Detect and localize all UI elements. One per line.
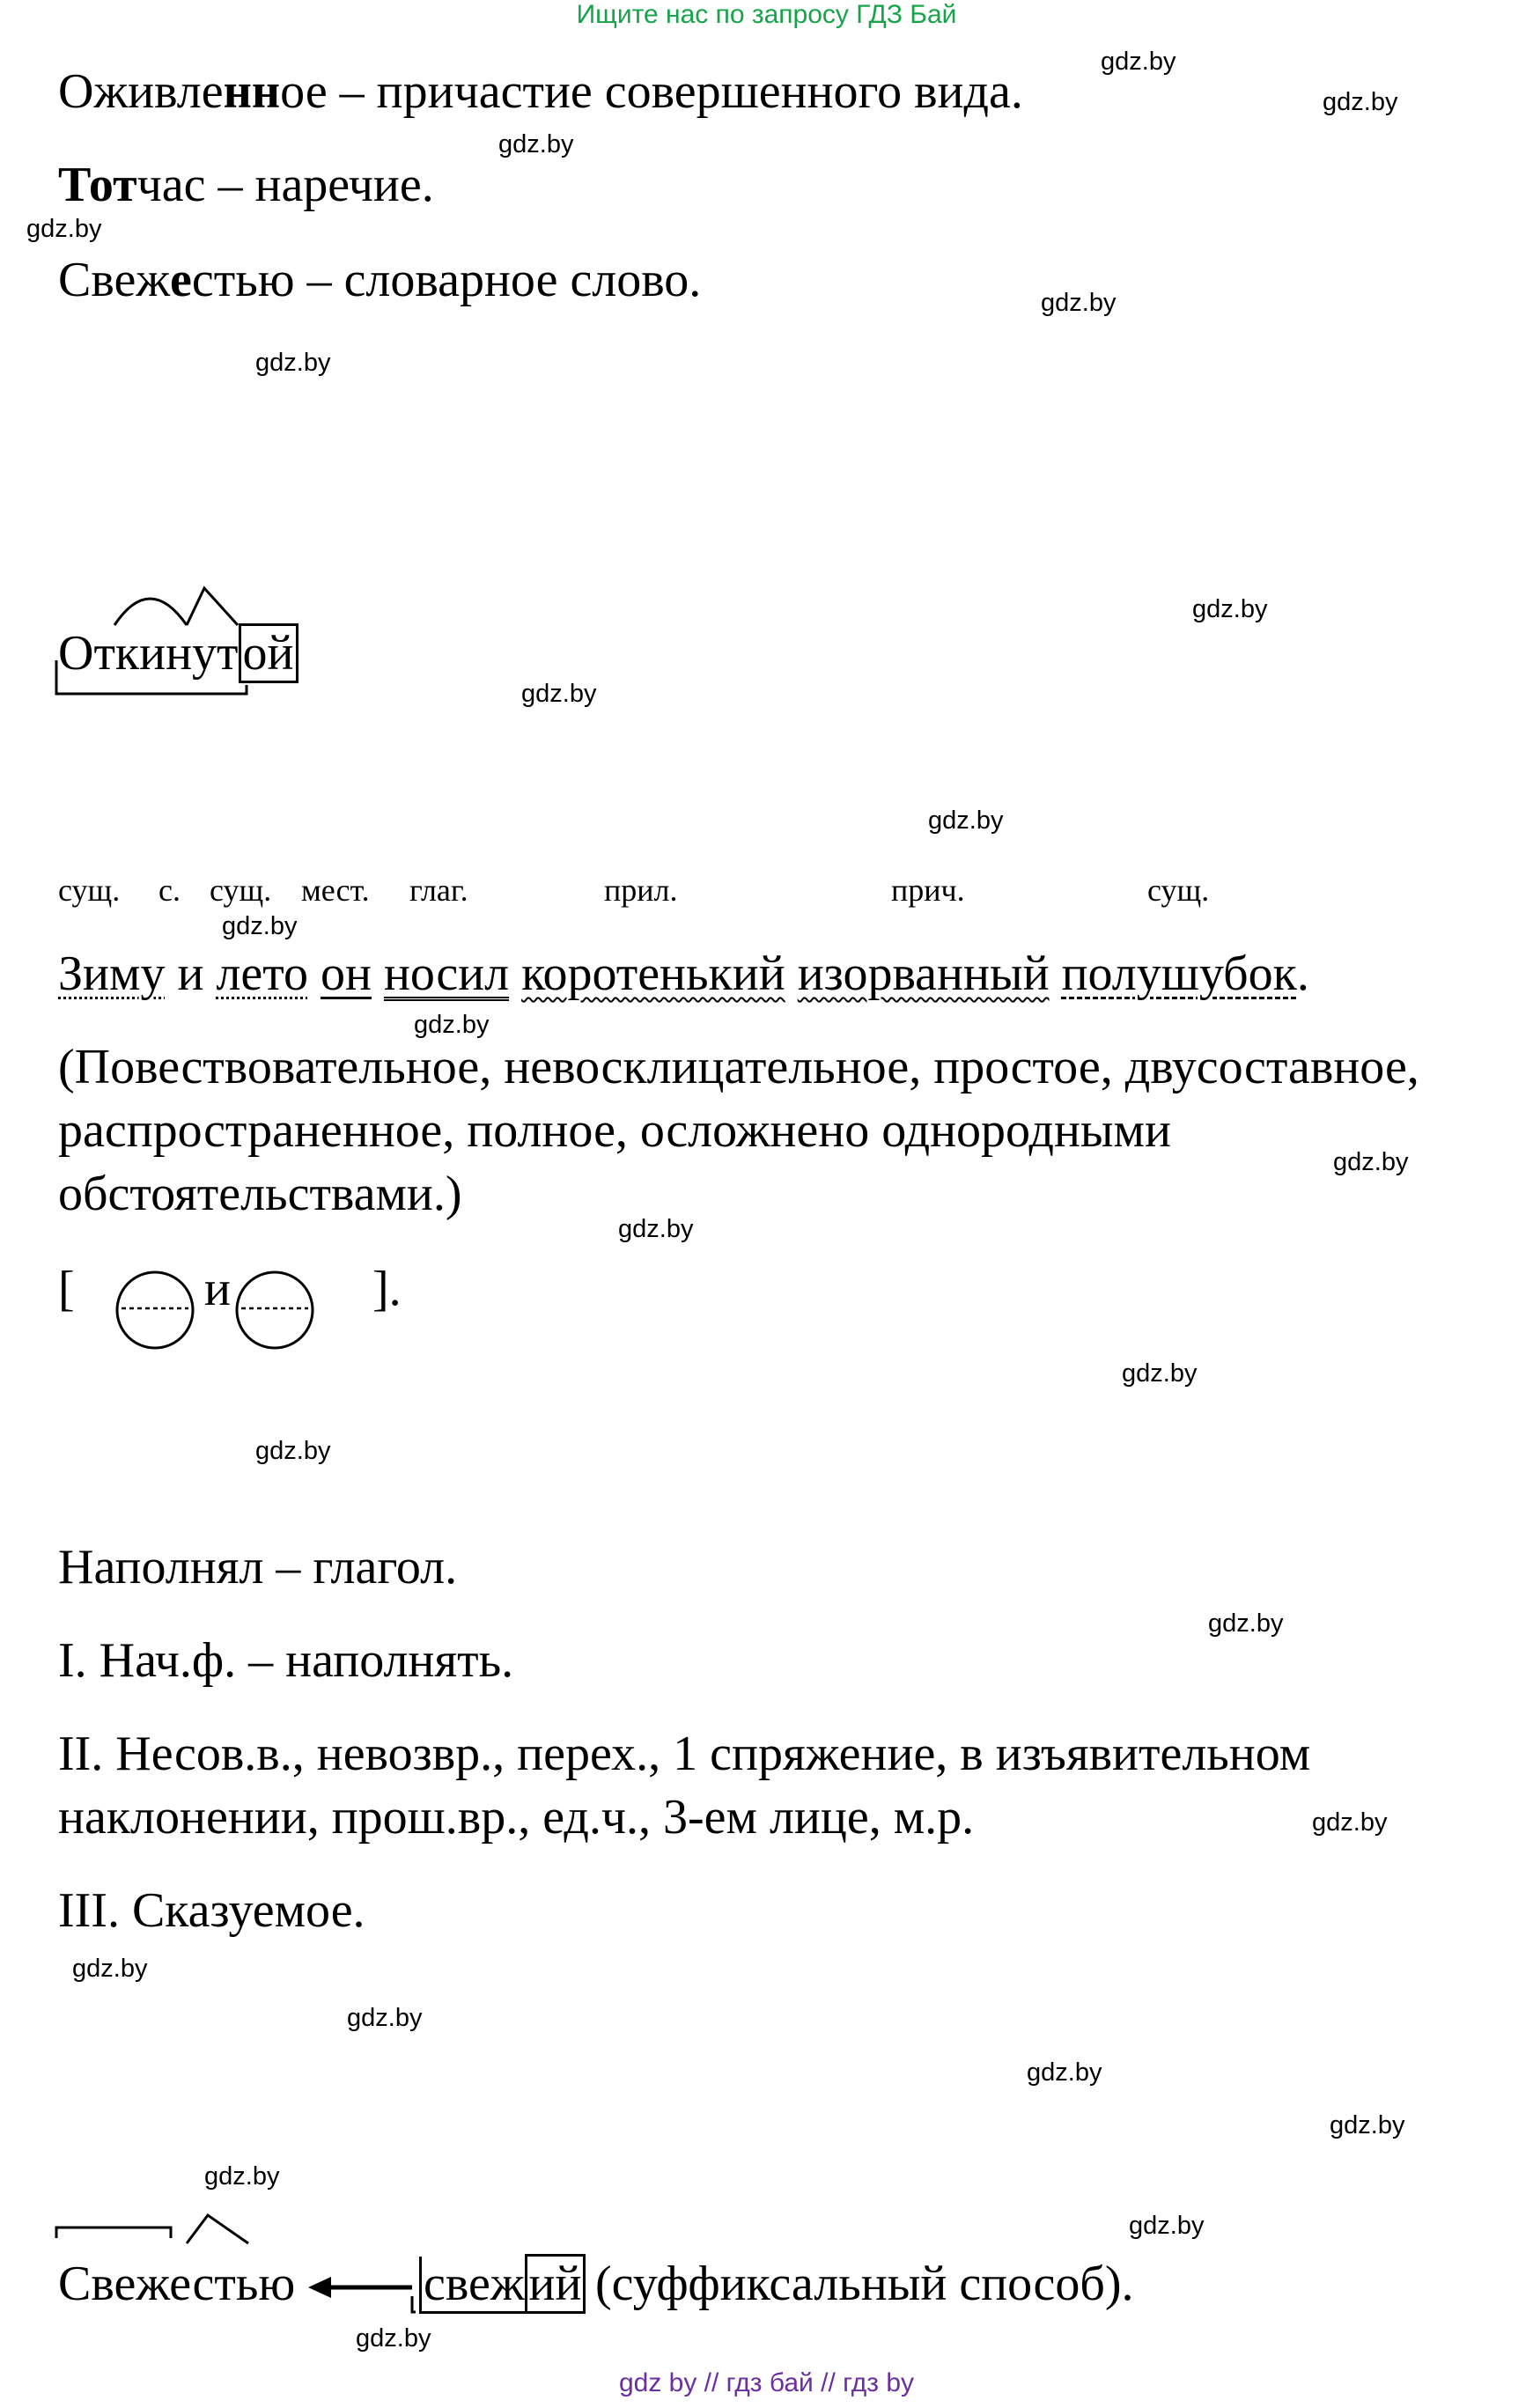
pos-tag: с. bbox=[158, 873, 181, 908]
line2-post: час – наречие. bbox=[136, 158, 434, 212]
suffix-caret bbox=[187, 588, 238, 625]
sentence-period: . bbox=[1296, 946, 1309, 1001]
scheme-open-bracket: [ bbox=[58, 1262, 75, 1316]
watermark: gdz.by bbox=[1323, 88, 1398, 116]
word-predicate: носил bbox=[383, 946, 510, 1001]
watermark: gdz.by bbox=[414, 1011, 490, 1039]
characteristics-line-1: (Повествовательное, невосклицательное, простое, двусоставное, bbox=[58, 1040, 1419, 1094]
morpheme-ending: ой bbox=[239, 623, 298, 683]
word-adverbial-1: Зиму bbox=[58, 946, 166, 1001]
line3-bold: е bbox=[170, 253, 192, 307]
base-stem: свеж bbox=[419, 2257, 525, 2314]
derived-stem-bracket bbox=[56, 2228, 171, 2238]
line2-bold: Тот bbox=[58, 158, 137, 212]
scheme-close-bracket: ]. bbox=[372, 1262, 402, 1316]
derived-suffix-caret bbox=[187, 2215, 248, 2243]
derivation-method: (суффиксальный способ). bbox=[595, 2257, 1134, 2311]
page-footer: gdz by // гдз бай // гдз by bbox=[618, 2368, 915, 2397]
parse-title: Наполнял – глагол. bbox=[58, 1540, 458, 1594]
watermark: gdz.by bbox=[255, 349, 331, 377]
line-dictionary-word bbox=[58, 255, 701, 305]
pos-tag: прич. bbox=[891, 873, 965, 908]
watermark: gdz.by bbox=[1330, 2111, 1405, 2139]
watermark: gdz.by bbox=[1192, 595, 1268, 623]
line-adverb bbox=[58, 160, 434, 210]
base-word bbox=[419, 2259, 586, 2309]
line3-pre: Свеж bbox=[58, 253, 171, 307]
word-attribute-2: изорванный bbox=[797, 946, 1050, 1001]
word-adverbial-2: лето bbox=[216, 946, 308, 1001]
line1-bold: нн bbox=[223, 64, 281, 119]
parse-point-2b: наклонении, прош.вр., ед.ч., 3-ем лице, м.р. bbox=[58, 1790, 975, 1845]
derivation-arrow bbox=[308, 2270, 414, 2305]
word-object: полушубок bbox=[1061, 946, 1297, 1001]
watermark: gdz.by bbox=[1101, 48, 1176, 76]
pos-tag: глаг. bbox=[409, 873, 468, 908]
scheme-circle-1 bbox=[113, 1268, 197, 1352]
word-attribute-1: коротенький bbox=[521, 946, 785, 1001]
watermark: gdz.by bbox=[1041, 289, 1117, 317]
watermark: gdz.by bbox=[204, 2162, 280, 2191]
watermark: gdz.by bbox=[1208, 1609, 1284, 1638]
pos-tag: сущ. bbox=[210, 873, 272, 908]
watermark: gdz.by bbox=[1129, 2212, 1205, 2240]
scheme-circle-2 bbox=[232, 1268, 317, 1352]
characteristics-line-3: обстоятельствами.) bbox=[58, 1167, 462, 1221]
pos-tag: сущ. bbox=[1147, 873, 1210, 908]
watermark: gdz.by bbox=[347, 2004, 423, 2032]
watermark: gdz.by bbox=[498, 130, 574, 158]
word-subject: он bbox=[320, 946, 372, 1001]
parse-point-3: III. Сказуемое. bbox=[58, 1883, 365, 1938]
watermark: gdz.by bbox=[1122, 1359, 1198, 1388]
derived-word: Свежестью bbox=[58, 2257, 296, 2311]
parse-point-1: I. Нач.ф. – наполнять. bbox=[58, 1633, 514, 1688]
pos-tag: прил. bbox=[604, 873, 678, 908]
analyzed-sentence bbox=[58, 946, 1309, 1001]
characteristics-line-2: распространенное, полное, осложнено однородными bbox=[58, 1103, 1171, 1158]
watermark: gdz.by bbox=[1027, 2058, 1102, 2087]
morpheme-word-1 bbox=[58, 626, 298, 681]
line3-post: стью – словарное слово. bbox=[191, 253, 702, 307]
scheme-conjunction: и bbox=[204, 1262, 231, 1316]
watermark: gdz.by bbox=[618, 1215, 694, 1243]
watermark: gdz.by bbox=[356, 2324, 431, 2353]
word-conjunction: и bbox=[177, 946, 204, 1001]
watermark: gdz.by bbox=[1312, 1808, 1388, 1837]
pos-tag: мест. bbox=[301, 873, 370, 908]
watermark: gdz.by bbox=[255, 1437, 331, 1465]
pos-tag: сущ. bbox=[58, 873, 121, 908]
watermark: gdz.by bbox=[928, 806, 1004, 835]
watermark: gdz.by bbox=[521, 680, 597, 708]
parse-point-2a: II. Несов.в., невозвр., перех., 1 спряжение, в изъявительном bbox=[58, 1727, 1311, 1781]
line1-pre: Оживле bbox=[58, 64, 224, 119]
line1-post: ое – причастие совершенного вида. bbox=[280, 64, 1023, 119]
watermark: gdz.by bbox=[222, 912, 298, 940]
base-ending: ий bbox=[525, 2254, 586, 2314]
watermark: gdz.by bbox=[1333, 1148, 1409, 1176]
watermark: gdz.by bbox=[26, 215, 102, 243]
morpheme-stem: Откинут bbox=[58, 626, 239, 681]
line-participle bbox=[58, 64, 1023, 119]
root-arc bbox=[114, 599, 187, 625]
page-header: Ищите нас по запросу ГДЗ Бай bbox=[576, 0, 957, 29]
watermark: gdz.by bbox=[72, 1955, 148, 1983]
